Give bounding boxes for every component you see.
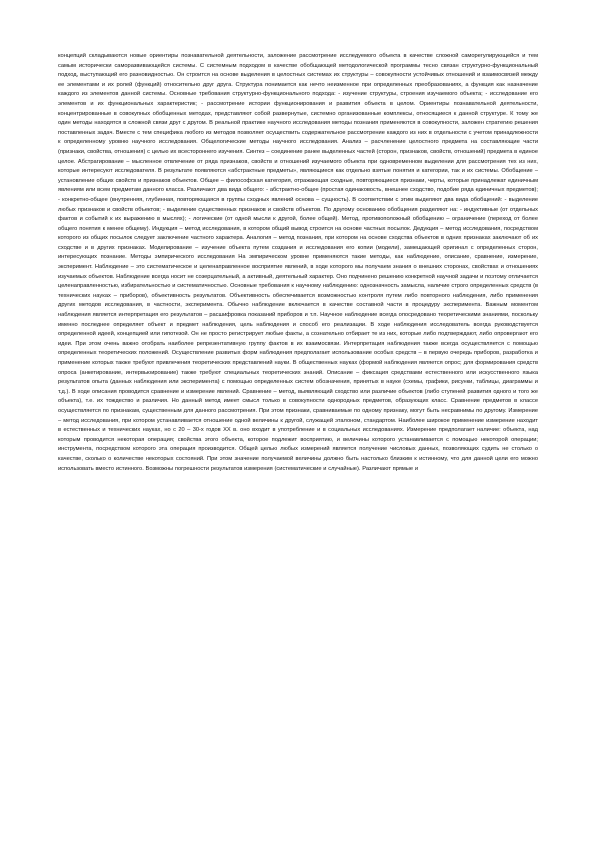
document-page [58, 52, 538, 812]
body-text: концепций складываются новые ориентиры познавательной деятельности, заложение рассмотрение исследуемого объекта в качестве сложной саморегулирующейся и тем самым исторически саморазвивающейся системы. С системным подходом в качестве обобщающей методологической программы тесно связан структурно-функциональный подход, выступающий его разновидностью. Он строится на основе выделения в целостных системах их структуры – совокупности устойчивых отношений и взаимосвязей между ее элементами и их ролей (функций) относительно друг друга. Структура понимается как нечто неизменное при определенных преобразованиях, а функция как назначение каждого из элементов данной системы. Основные требования структурно-функционального подхода: - изучение структуры, строения изучаемого объекта; - исследование его элементов и их функциональных характеристик; - рассмотрение истории функционирования и развития объекта в целом. Ориентиры познавательной деятельности, концентрированные в совокупных обобщенных методах, представляют собой развернутые, системно организованные комплексы, относящиеся к данной структуре. К тому же один методы находятся в сложной связи друг с другом. В реальной практике научного исследования методы познания применяются в совокупности, заложен стратегию решения поставленных задач. Вместе с тем специфика любого из методов позволяет осуществить содержательное рассмотрение каждого из них в отдельности с учетом принадлежности к определенному уровню научного исследования. Общелогические методы научного исследования. Анализ – расчленение целостного предмета на составляющие части (признаки, свойства, отношения) с целью их всестороннего изучения. Синтез – соединение ранее выделенных частей (сторон, признаков, свойств, отношений) предмета в единое целое. Абстрагирование – мысленное отвлечение от ряда признаков, свойств и отношений изучаемого объекта при одновременном выделении для рассмотрения тех из них, которые интересуют исследователя. В результате появляются «абстрактные предметы», являющиеся как отдельно взятые понятия и категории, так и их системы. Обобщение – установление общих свойств и признаков объектов. Общее – философская категория, отражающая сходные, повторяющиеся признаки, черты, которые принадлежат единичным явлениям или всем предметам данного класса. Различают два вида общего: - абстрактно-общее (простая одинаковость, внешнее сходство, подобие ряда единичных предметов); - конкретно-общее (внутренняя, глубинная, повторяющаяся в группы сходных явлений основа – сущность). В соответствии с этим выделяют два вида обобщений: - выделение любых признаков и свойств объектов; - выделение существенных признаков и свойств объектов. По другому основанию обобщения разделяют на: - индуктивные (от отдельных фактов и событий к их выражению в мыслях); - логические (от одной мысли к другой, более общей). Метод, противоположный обобщению – ограничение (переход от более общего понятия к менее общему). Индукция – метод исследования, в котором общий вывод строится на основе частных посылок. Дедукция – метод исследования, посредством которого из общих посылок следует заключение частного характера. Аналогия – метод познания, при котором на основе сходства объектов в одних признаках заключают об их сходстве и в других признаках. Моделирование – изучение объекта путем создания и исследования его копии (модели), замещающей оригинал с определенных сторон, интересующих познание. Методы эмпирического исследования На эмпирическом уровне применяются такие методы, как наблюдение, описание, сравнение, измерение, эксперимент. Наблюдение – это систематическое и целенаправленное восприятие явлений, в ходе которого мы получаем знания о внешних сторонах, свойствах и отношениях изучаемых объектов. Наблюдение всегда носит не созерцательный, а активный, деятельный характер. Оно подчинено решению конкретной научной задачи и поэтому отличается целенаправленностью, избирательностью и систематичностью. Основные требования к научному наблюдению: однозначность замысла, наличие строго определенных средств (в технических науках – приборов), объективность результатов. Объективность обеспечивается возможностью контроля путем либо повторного наблюдения, либо применения других методов исследования, в частности, эксперимента. Обычно наблюдение включается в качестве составной части в процедуру эксперимента. Важным моментом наблюдения является интерпретация его результатов – расшифровка показаний приборов и т.п. Научное наблюдение всегда опосредовано теоретическими знаниями, поскольку именно последнее определяет объект и предмет наблюдения, цель наблюдения и способ его реализации. В ходе наблюдения исследователь всегда руководствуется определенной идеей, концепцией или гипотезой. Он не просто регистрирует любые факты, а сознательно отбирает те из них, которые либо подтверждают, либо опровергают его идеи. При этом очень важно отобрать наиболее репрезентативную группу фактов в их взаимосвязи. Интерпретация наблюдения также всегда осуществляется с помощью определенных теоретических положений. Осуществление развитых форм наблюдения предполагает использование особых средств – в первую очередь приборов, разработка и применение которых также требуют привлечения теоретических представлений науки. В общественных науках (формой наблюдения является опрос; для формирования средств опроса (анкетирование, интервьюирование) также требуют специальных теоретических знаний. Описание – фиксация средствами естественного или искусственного языка результатов опыта (данных наблюдения или эксперимента) с помощью определенных систем обозначения, принятых в науке (схемы, графики, рисунки, таблицы, диаграммы и т.д.). В ходе описания проводится сравнение и измерение явлений. Сравнение – метод, выявляющий сходство или различие объектов (либо ступеней развития одного и того же объекта), т.е. их тождество и различия. Но данный метод имеет смысл только в совокупности однородных предметов, образующих класс. Сравнение предметов в классе осуществляется по признакам, существенным для данного рассмотрения. При этом признаки, сравниваемые по одному признаку, могут быть несравнимы по другому. Измерение – метод исследования, при котором устанавливается отношение одной величины к другой, служащей эталоном, стандартом. Наиболее широкое применение измерение находит в естественных и технических науках, но с 20 – 30-х годов XX в. оно входит в употребление и в социальных исследованиях. Измерение предполагает наличие: объекта, над которым проводится некоторая операция; свойства этого объекта, которое подлежит восприятию, и величины которого устанавливается с помощью некоторой операции; инструмента, посредством которого эта операция производится. Общей целью любых измерений является получение числовых данных, позволяющих судить не столько о качестве, сколько о количестве некоторых состояний. При этом значение получаемой величины должно быть настолько близким к истинному, что для данной цели его можно использовать вместо истинного. Возможны погрешности результатов измерения (систематические и случайные). Различают прямые и [58, 53, 538, 472]
